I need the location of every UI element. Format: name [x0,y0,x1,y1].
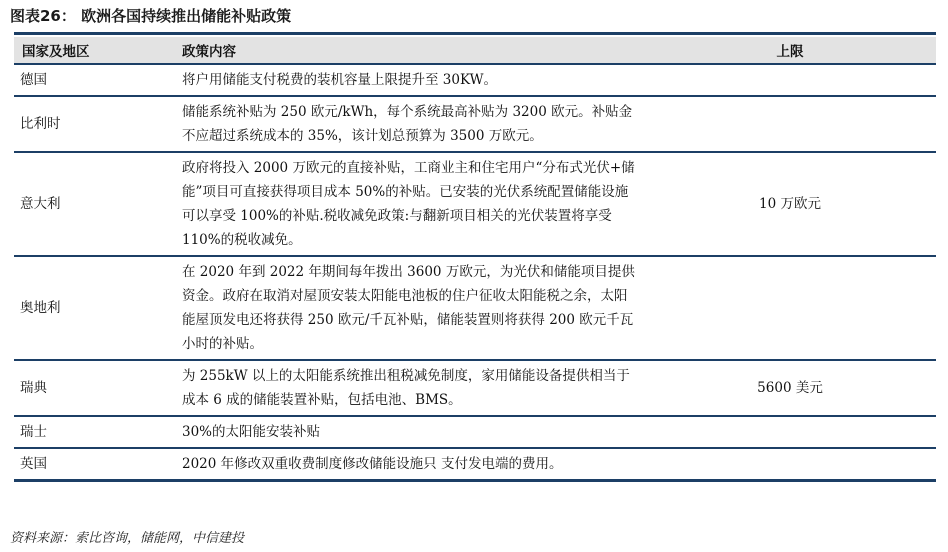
table-row [14,152,936,256]
figure-title: 图表26： 欧洲各国持续推出储能补贴政策 [10,7,292,25]
policy-table [14,37,936,482]
header-limit: 上限 [644,37,936,64]
row-limit [644,416,936,448]
row-content: 2020 年修改双重收费制度修改储能设施只 支付发电端的费用。 [174,448,644,481]
row-content: 在 2020 年到 2022 年期间每年拨出 3600 万欧元，为光伏和储能项目提供资金。政府在取消对屋顶安装太阳能电池板的住户征收太阳能税之余，太阳能屋顶发电还将获得 250 欧元/千瓦补贴，储能装置则将获得 200 欧元千瓦小时的补贴。 [174,256,644,360]
row-limit: 5600 美元 [644,360,936,416]
header-content: 政策内容 [174,37,644,64]
table-row [14,256,936,360]
row-limit: 10 万欧元 [644,152,936,256]
table-row [14,96,936,152]
row-region: 英国 [14,448,174,481]
row-limit [644,64,936,96]
source-note: 资料来源：索比咨询，储能网，中信建投 [10,531,245,546]
row-content: 将户用储能支付税费的装机容量上限提升至 30KW。 [174,64,644,96]
table-row [14,416,936,448]
table-row [14,64,936,96]
row-region: 比利时 [14,96,174,152]
header-region: 国家及地区 [14,37,174,64]
row-content: 为 255kW 以上的太阳能系统推出租税减免制度，家用储能设备提供相当于成本 6 成的储能装置补贴，包括电池、BMS。 [174,360,644,416]
table-header-row [14,37,936,64]
row-content: 30%的太阳能安装补贴 [174,416,644,448]
title-divider [14,32,936,35]
table-row [14,360,936,416]
row-region: 意大利 [14,152,174,256]
row-region: 瑞典 [14,360,174,416]
row-content: 储能系统补贴为 250 欧元/kWh，每个系统最高补贴为 3200 欧元。补贴金不应超过系统成本的 35%，该计划总预算为 3500 万欧元。 [174,96,644,152]
row-limit [644,96,936,152]
row-limit [644,256,936,360]
row-limit [644,448,936,481]
row-region: 奥地利 [14,256,174,360]
row-content: 政府将投入 2000 万欧元的直接补贴，工商业主和住宅用户“分布式光伏+储能”项目可直接获得项目成本 50%的补贴。已安装的光伏系统配置储能设施可以享受 100%的补贴.税收减免政策:与翻新项目相关的光伏装置将享受 110%的税收减免。 [174,152,644,256]
row-region: 瑞士 [14,416,174,448]
table-row [14,448,936,481]
row-region: 德国 [14,64,174,96]
